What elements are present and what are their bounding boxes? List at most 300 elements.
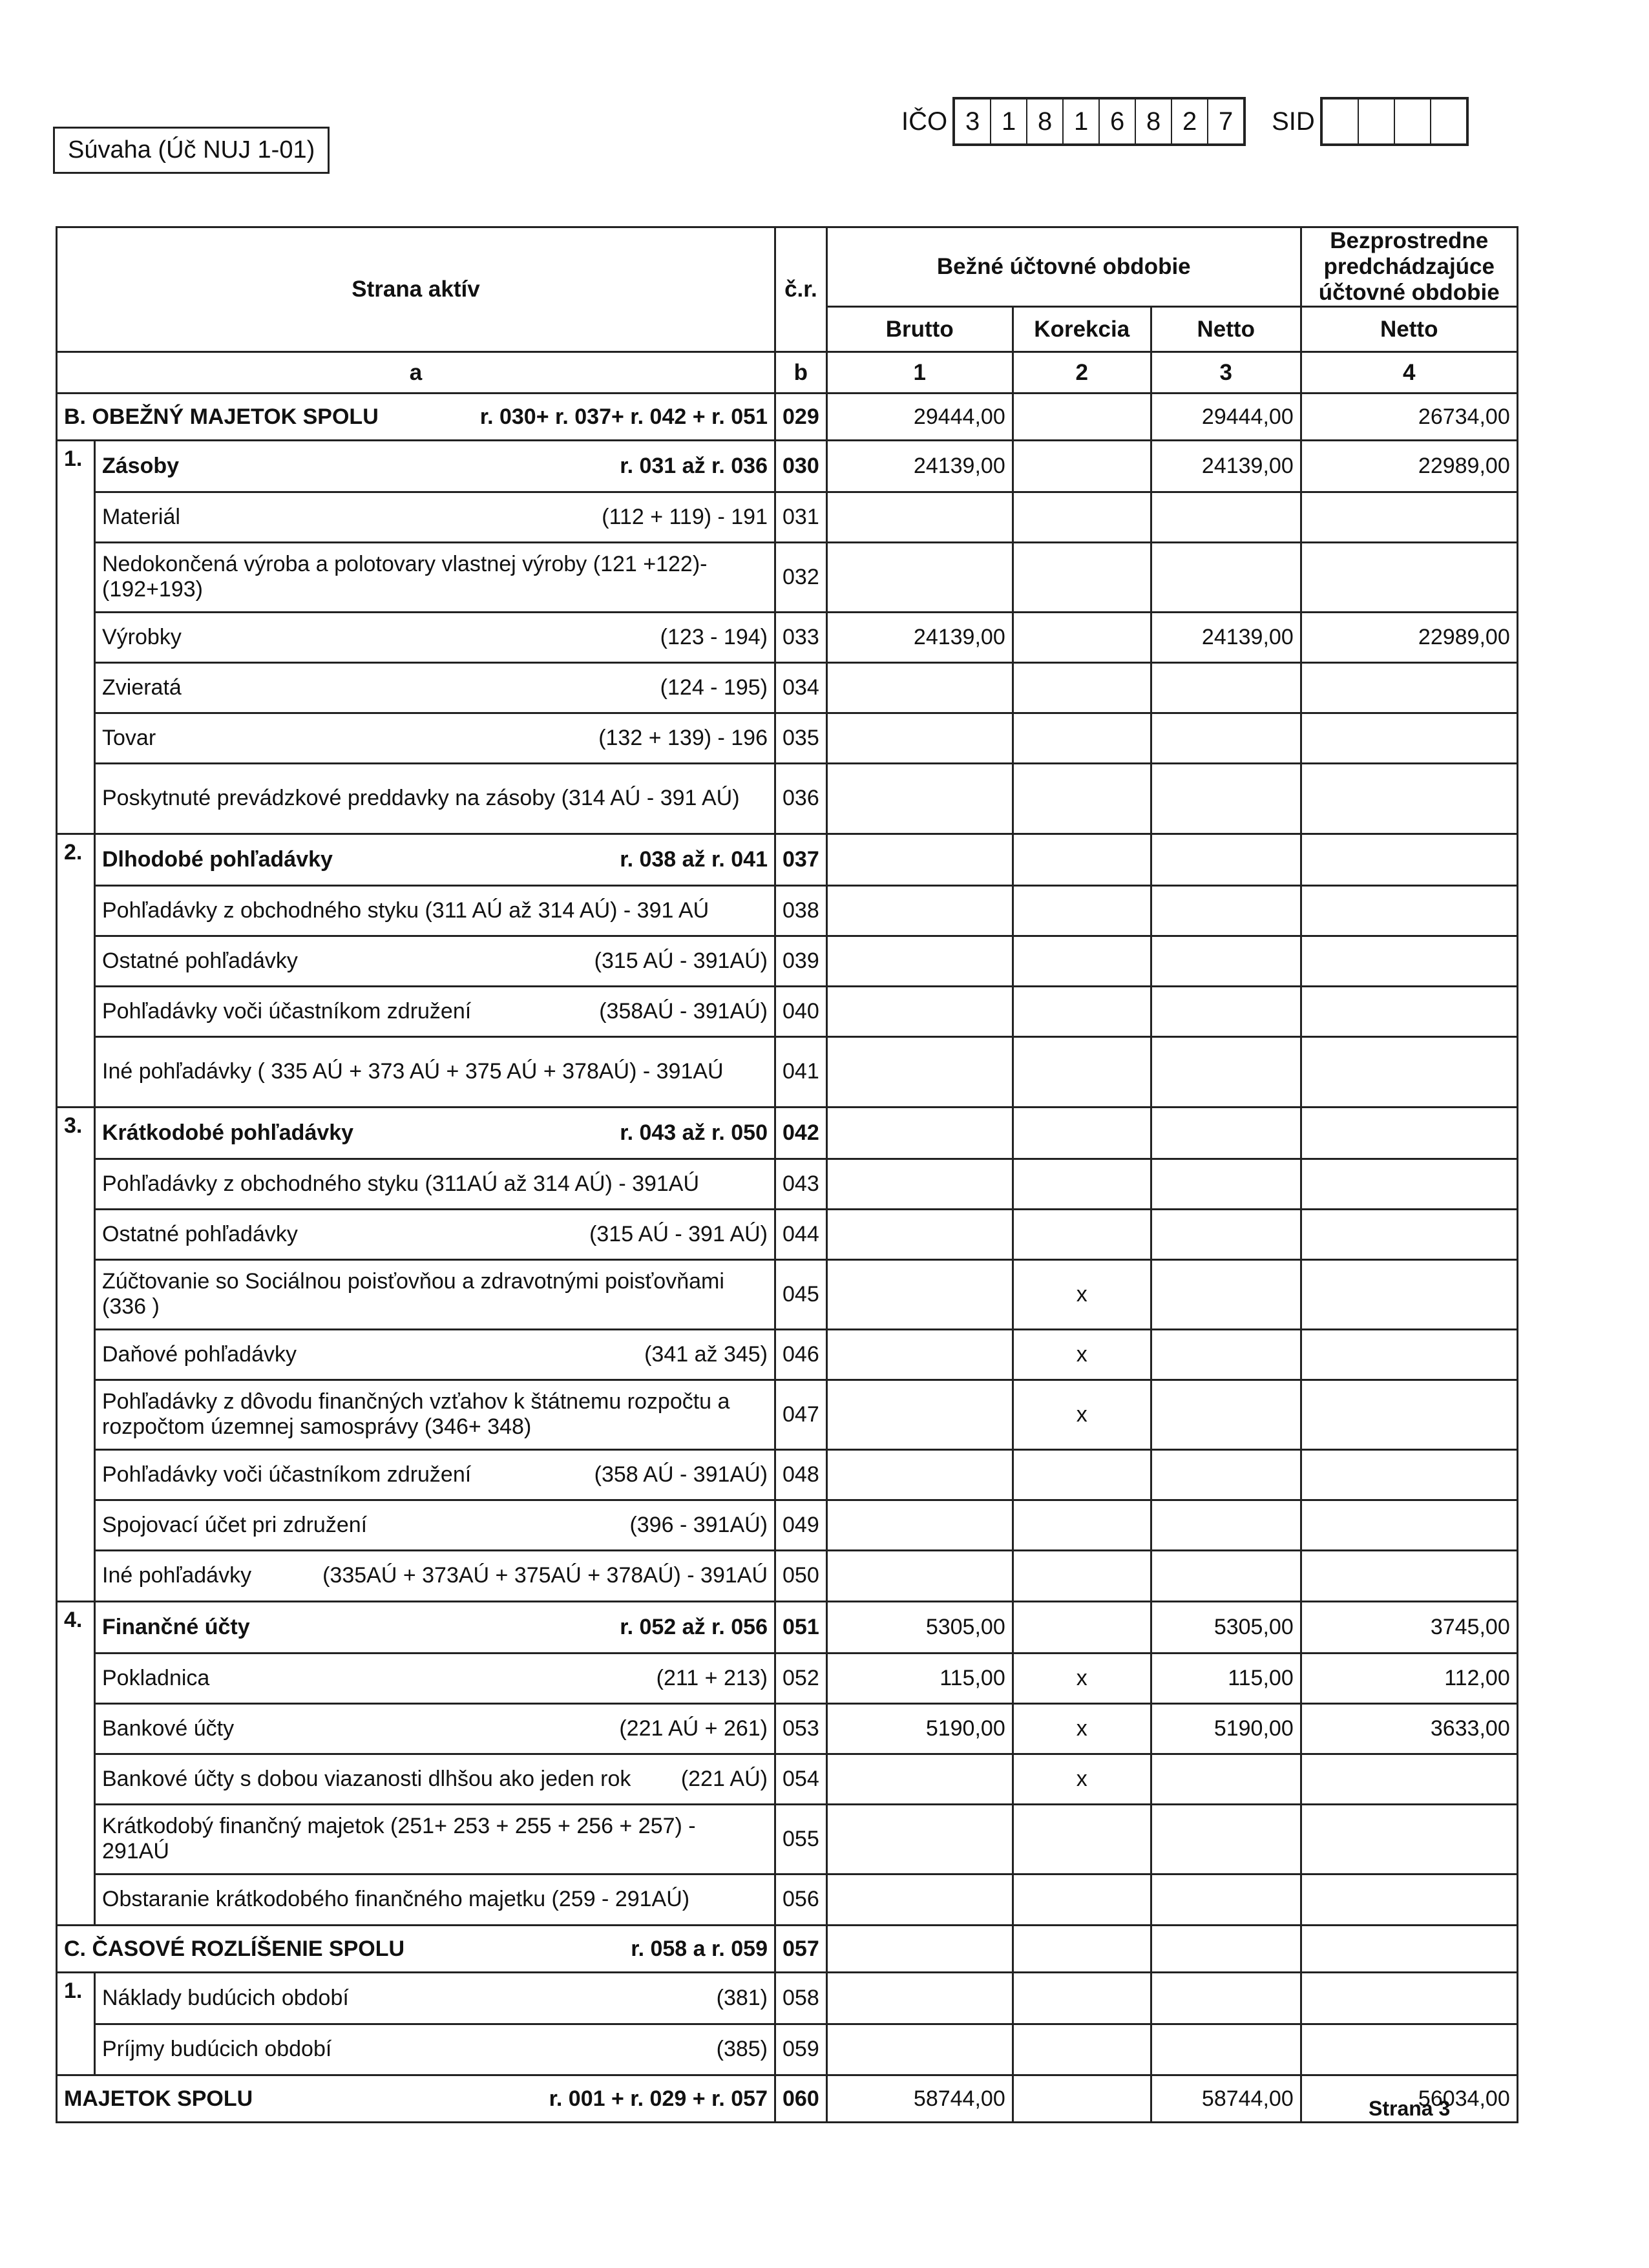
row-name: Ostatné pohľadávky <box>102 1221 298 1246</box>
col-2: 2 <box>1013 352 1151 394</box>
netto-value <box>1151 763 1301 834</box>
netto-prev-value <box>1301 1500 1517 1550</box>
table-row <box>57 1926 1518 1973</box>
netto-prev-value <box>1301 2024 1517 2075</box>
row-number: 044 <box>775 1209 827 1259</box>
row-name: Príjmy budúcich období <box>102 2037 332 2062</box>
row-name: Krátkodobé pohľadávky <box>102 1120 354 1145</box>
row-label-content <box>102 1171 768 1197</box>
korekcia-value: x <box>1013 1380 1151 1449</box>
korekcia-value <box>1013 394 1151 441</box>
korekcia-value <box>1013 1874 1151 1926</box>
row-formula: (132 + 139) - 196 <box>598 725 768 750</box>
table-row <box>57 394 1518 441</box>
netto-value: 24139,00 <box>1151 612 1301 662</box>
korekcia-value <box>1013 441 1151 492</box>
netto-value <box>1151 492 1301 542</box>
row-label-content <box>102 1666 768 1691</box>
netto-value <box>1151 1926 1301 1973</box>
brutto-value <box>826 834 1013 886</box>
netto-prev-value <box>1301 1329 1517 1380</box>
korekcia-value <box>1013 612 1151 662</box>
row-section-number: 4. <box>57 1602 95 1654</box>
row-section-number <box>57 1329 95 1380</box>
ico-digit: 2 <box>1171 100 1207 143</box>
row-label-content <box>102 847 768 872</box>
row-label <box>95 763 775 834</box>
row-label <box>95 1036 775 1108</box>
row-formula: (112 + 119) - 191 <box>602 504 768 529</box>
row-name: Náklady budúcich období <box>102 1985 349 2010</box>
netto-value <box>1151 1550 1301 1602</box>
table-row <box>57 936 1518 986</box>
sid-digit <box>1358 100 1394 143</box>
row-name: Zásoby <box>102 453 180 478</box>
table-row <box>57 1550 1518 1602</box>
row-label <box>95 1108 775 1159</box>
table-row <box>57 713 1518 763</box>
row-label-content <box>102 1269 768 1319</box>
korekcia-value <box>1013 1550 1151 1602</box>
row-formula: (315 AÚ - 391AÚ) <box>594 948 768 973</box>
korekcia-value: x <box>1013 1703 1151 1754</box>
netto-prev-value <box>1301 986 1517 1036</box>
row-label <box>95 1500 775 1550</box>
netto-value <box>1151 1108 1301 1159</box>
table-row <box>57 2024 1518 2075</box>
korekcia-value <box>1013 1209 1151 1259</box>
row-section-number <box>57 1804 95 1874</box>
row-label <box>95 1159 775 1209</box>
table-row <box>57 1036 1518 1108</box>
table-row <box>57 763 1518 834</box>
row-formula: (124 - 195) <box>660 675 768 700</box>
row-label <box>95 885 775 936</box>
row-label-content <box>102 1986 768 2011</box>
korekcia-value <box>1013 1926 1151 1973</box>
table-row <box>57 1329 1518 1380</box>
row-label-content <box>102 1615 768 1640</box>
row-label-content <box>102 505 768 530</box>
korekcia-value <box>1013 936 1151 986</box>
row-number: 054 <box>775 1754 827 1804</box>
row-number: 032 <box>775 542 827 612</box>
row-number: 055 <box>775 1804 827 1874</box>
netto-prev-value: 3633,00 <box>1301 1703 1517 1754</box>
brutto-value: 5190,00 <box>826 1703 1013 1754</box>
row-section-number <box>57 1703 95 1754</box>
row-formula: (381) <box>716 1985 768 2010</box>
row-section-number <box>57 1754 95 1804</box>
header-korekcia: Korekcia <box>1013 307 1151 352</box>
header-predchadzajuce-obdobie: Bezprostredne predchádzajúce účtovné obdobie <box>1301 227 1517 307</box>
row-section-number <box>57 612 95 662</box>
row-label <box>95 1209 775 1259</box>
row-formula: (221 AÚ) <box>680 1766 768 1791</box>
netto-value <box>1151 2024 1301 2075</box>
row-label <box>95 542 775 612</box>
header-netto-prev: Netto <box>1301 307 1517 352</box>
row-number: 046 <box>775 1329 827 1380</box>
ico-digit: 1 <box>1062 100 1098 143</box>
row-formula: (315 AÚ - 391 AÚ) <box>589 1221 768 1246</box>
netto-prev-value: 22989,00 <box>1301 441 1517 492</box>
row-label <box>95 1874 775 1926</box>
korekcia-value <box>1013 986 1151 1036</box>
row-label <box>95 492 775 542</box>
netto-prev-value <box>1301 1804 1517 1874</box>
row-label-content <box>102 1814 768 1864</box>
brutto-value <box>826 1108 1013 1159</box>
row-number: 047 <box>775 1380 827 1449</box>
brutto-value <box>826 492 1013 542</box>
netto-value <box>1151 1874 1301 1926</box>
header-netto: Netto <box>1151 307 1301 352</box>
row-name: Nedokončená výroba a polotovary vlastnej výroby (121 +122)-(192+193) <box>102 552 708 602</box>
row-formula: (211 + 213) <box>656 1665 768 1690</box>
netto-value: 115,00 <box>1151 1653 1301 1703</box>
row-number: 058 <box>775 1973 827 2024</box>
korekcia-value: x <box>1013 1653 1151 1703</box>
row-section-number <box>57 1449 95 1500</box>
table-row <box>57 1874 1518 1926</box>
row-label <box>95 1973 775 2024</box>
korekcia-value: x <box>1013 1754 1151 1804</box>
table-row <box>57 441 1518 492</box>
row-section-number <box>57 492 95 542</box>
row-number: 036 <box>775 763 827 834</box>
row-label-content <box>102 898 768 923</box>
row-number: 039 <box>775 936 827 986</box>
brutto-value <box>826 542 1013 612</box>
row-label <box>95 2024 775 2075</box>
row-name: C. ČASOVÉ ROZLÍŠENIE SPOLU <box>64 1936 405 1961</box>
row-formula: (385) <box>716 2037 768 2062</box>
row-label-content <box>102 1120 768 1146</box>
row-number: 038 <box>775 885 827 936</box>
netto-prev-value <box>1301 1926 1517 1973</box>
row-section-number <box>57 763 95 834</box>
table-row <box>57 986 1518 1036</box>
ico-digit: 8 <box>1135 100 1171 143</box>
row-number: 045 <box>775 1259 827 1329</box>
row-name: Iné pohľadávky ( 335 AÚ + 373 AÚ + 375 AÚ + 378AÚ) - 391AÚ <box>102 1059 724 1084</box>
netto-prev-value <box>1301 713 1517 763</box>
row-section-number <box>57 1259 95 1329</box>
row-label-content <box>64 404 768 430</box>
table-row <box>57 1159 1518 1209</box>
brutto-value: 29444,00 <box>826 394 1013 441</box>
ico-digit: 6 <box>1098 100 1135 143</box>
row-name: Pohľadávky z obchodného styku (311AÚ až 314 AÚ) - 391AÚ <box>102 1171 700 1196</box>
netto-value <box>1151 1500 1301 1550</box>
row-name: Pohľadávky z obchodného styku (311 AÚ až 314 AÚ) - 391 AÚ <box>102 898 709 923</box>
row-formula: (221 AÚ + 261) <box>619 1716 768 1741</box>
sid-digit <box>1430 100 1466 143</box>
row-label <box>57 394 775 441</box>
row-section-number <box>57 1874 95 1926</box>
row-name: Obstaranie krátkodobého finančného majetku (259 - 291AÚ) <box>102 1887 690 1912</box>
row-number: 056 <box>775 1874 827 1926</box>
netto-prev-value <box>1301 542 1517 612</box>
brutto-value <box>826 1874 1013 1926</box>
header-bezne-obdobie: Bežné účtovné obdobie <box>826 227 1301 307</box>
netto-prev-value <box>1301 1754 1517 1804</box>
row-number: 048 <box>775 1449 827 1500</box>
row-name: Krátkodobý finančný majetok (251+ 253 + 255 + 256 + 257) - 291AÚ <box>102 1814 696 1864</box>
row-section-number <box>57 1036 95 1108</box>
korekcia-value <box>1013 2075 1151 2123</box>
row-label <box>57 1926 775 1973</box>
netto-prev-value <box>1301 834 1517 886</box>
row-section-number <box>57 713 95 763</box>
korekcia-value <box>1013 885 1151 936</box>
row-number: 041 <box>775 1036 827 1108</box>
row-number: 040 <box>775 986 827 1036</box>
table-row <box>57 834 1518 886</box>
row-label-content <box>102 675 768 700</box>
netto-prev-value: 3745,00 <box>1301 1602 1517 1654</box>
row-section-number: 2. <box>57 834 95 886</box>
sid-digit <box>1323 100 1358 143</box>
row-number: 030 <box>775 441 827 492</box>
table-row <box>57 662 1518 713</box>
korekcia-value <box>1013 492 1151 542</box>
row-label-content <box>102 1389 768 1440</box>
netto-value: 29444,00 <box>1151 394 1301 441</box>
row-name: Bankové účty s dobou viazanosti dlhšou ako jeden rok <box>102 1766 631 1791</box>
netto-prev-value <box>1301 1380 1517 1449</box>
table-row <box>57 1653 1518 1703</box>
netto-value <box>1151 1973 1301 2024</box>
brutto-value: 5305,00 <box>826 1602 1013 1654</box>
netto-prev-value <box>1301 1209 1517 1259</box>
row-section-number <box>57 2024 95 2075</box>
netto-value: 5190,00 <box>1151 1703 1301 1754</box>
row-label-content <box>102 625 768 650</box>
row-name: Spojovací účet pri združení <box>102 1512 368 1537</box>
table-row <box>57 1380 1518 1449</box>
row-name: Materiál <box>102 504 180 529</box>
row-number: 052 <box>775 1653 827 1703</box>
table-row <box>57 1259 1518 1329</box>
korekcia-value <box>1013 713 1151 763</box>
row-number: 029 <box>775 394 827 441</box>
row-number: 050 <box>775 1550 827 1602</box>
row-formula: r. 043 až r. 050 <box>620 1120 768 1145</box>
row-formula: (358AÚ - 391AÚ) <box>599 998 768 1024</box>
sid-digit-boxes <box>1320 97 1469 146</box>
col-1: 1 <box>826 352 1013 394</box>
brutto-value <box>826 2024 1013 2075</box>
ico-digit-boxes <box>952 97 1246 146</box>
col-4: 4 <box>1301 352 1517 394</box>
ico-digit: 3 <box>965 107 980 136</box>
brutto-value <box>826 885 1013 936</box>
netto-prev-value <box>1301 1036 1517 1108</box>
brutto-value <box>826 936 1013 986</box>
netto-value: 58744,00 <box>1151 2075 1301 2123</box>
table-row <box>57 492 1518 542</box>
row-name: Pohľadávky voči účastníkom združení <box>102 1462 472 1487</box>
row-label <box>95 936 775 986</box>
ico-digit: 7 <box>1207 100 1243 143</box>
row-label-content <box>64 2086 768 2112</box>
netto-value <box>1151 885 1301 936</box>
row-label-content <box>102 454 768 479</box>
header-brutto: Brutto <box>826 307 1013 352</box>
row-label-content <box>102 1222 768 1247</box>
korekcia-value <box>1013 662 1151 713</box>
brutto-value <box>826 763 1013 834</box>
netto-prev-value: 112,00 <box>1301 1653 1517 1703</box>
ico-field <box>901 97 1469 146</box>
netto-value <box>1151 1159 1301 1209</box>
row-formula: (358 AÚ - 391AÚ) <box>594 1462 768 1487</box>
korekcia-value <box>1013 1449 1151 1500</box>
row-formula: r. 052 až r. 056 <box>620 1614 768 1639</box>
korekcia-value <box>1013 2024 1151 2075</box>
row-label-content <box>102 726 768 751</box>
row-name: B. OBEŽNÝ MAJETOK SPOLU <box>64 404 379 429</box>
row-section-number: 1. <box>57 1973 95 2024</box>
row-name: Finančné účty <box>102 1614 250 1639</box>
row-name: MAJETOK SPOLU <box>64 2086 253 2111</box>
netto-value <box>1151 1036 1301 1108</box>
row-formula: r. 031 až r. 036 <box>620 453 768 478</box>
row-name: Zvieratá <box>102 675 182 700</box>
row-name: Poskytnuté prevádzkové preddavky na zásoby (314 AÚ - 391 AÚ) <box>102 786 740 811</box>
row-formula: r. 001 + r. 029 + r. 057 <box>549 2086 768 2111</box>
row-name: Pohľadávky z dôvodu finančných vzťahov k štátnemu rozpočtu a rozpočtom územnej samosprávy (346+ 348) <box>102 1389 730 1439</box>
row-label <box>95 1804 775 1874</box>
brutto-value <box>826 1449 1013 1500</box>
row-number: 034 <box>775 662 827 713</box>
netto-value <box>1151 1380 1301 1449</box>
brutto-value <box>826 1380 1013 1449</box>
row-formula: (341 až 345) <box>644 1341 768 1367</box>
row-section-number <box>57 885 95 936</box>
row-section-number <box>57 1550 95 1602</box>
row-label-content <box>102 999 768 1024</box>
korekcia-value <box>1013 1973 1151 2024</box>
row-formula: r. 058 a r. 059 <box>631 1936 768 1961</box>
row-formula: (123 - 194) <box>660 624 768 649</box>
row-formula: (396 - 391AÚ) <box>629 1512 768 1537</box>
korekcia-value <box>1013 1804 1151 1874</box>
row-section-number: 3. <box>57 1108 95 1159</box>
netto-prev-value <box>1301 885 1517 936</box>
row-label <box>95 1329 775 1380</box>
row-label-content <box>102 552 768 602</box>
netto-value <box>1151 662 1301 713</box>
sid-digit <box>1394 100 1430 143</box>
row-name: Zúčtovanie so Sociálnou poisťovňou a zdravotnými poisťovňami (336 ) <box>102 1269 724 1319</box>
netto-prev-value <box>1301 936 1517 986</box>
brutto-value <box>826 1926 1013 1973</box>
row-label-content <box>64 1937 768 1962</box>
korekcia-value <box>1013 834 1151 886</box>
row-label-content <box>102 786 768 811</box>
brutto-value <box>826 662 1013 713</box>
row-label <box>95 1550 775 1602</box>
row-number: 049 <box>775 1500 827 1550</box>
netto-value <box>1151 986 1301 1036</box>
table-row <box>57 885 1518 936</box>
row-label-content <box>102 1563 768 1588</box>
brutto-value <box>826 1209 1013 1259</box>
row-label <box>95 1259 775 1329</box>
netto-prev-value <box>1301 492 1517 542</box>
netto-value <box>1151 713 1301 763</box>
row-number: 053 <box>775 1703 827 1754</box>
netto-value <box>1151 1804 1301 1874</box>
korekcia-value <box>1013 763 1151 834</box>
table-row <box>57 1449 1518 1500</box>
netto-value <box>1151 542 1301 612</box>
row-label-content <box>102 1767 768 1792</box>
korekcia-value <box>1013 1500 1151 1550</box>
ico-label: IČO <box>901 107 948 136</box>
row-name: Iné pohľadávky <box>102 1563 252 1588</box>
netto-prev-value <box>1301 1550 1517 1602</box>
netto-value <box>1151 1209 1301 1259</box>
row-label <box>95 1602 775 1654</box>
row-number: 060 <box>775 2075 827 2123</box>
row-number: 033 <box>775 612 827 662</box>
brutto-value <box>826 1500 1013 1550</box>
brutto-value <box>826 986 1013 1036</box>
row-section-number <box>57 1159 95 1209</box>
row-label <box>95 1449 775 1500</box>
row-label <box>57 2075 775 2123</box>
netto-prev-value <box>1301 1108 1517 1159</box>
ico-digit: 8 <box>1026 100 1062 143</box>
row-section-number <box>57 542 95 612</box>
table-row <box>57 542 1518 612</box>
netto-value <box>1151 1754 1301 1804</box>
balance-sheet-table <box>56 226 1518 2123</box>
row-label-content <box>102 1513 768 1538</box>
korekcia-value <box>1013 542 1151 612</box>
row-label <box>95 1653 775 1703</box>
row-section-number <box>57 662 95 713</box>
col-b: b <box>775 352 827 394</box>
brutto-value <box>826 1259 1013 1329</box>
header-cr: č.r. <box>775 227 827 352</box>
brutto-value: 24139,00 <box>826 441 1013 492</box>
brutto-value <box>826 1329 1013 1380</box>
brutto-value <box>826 1804 1013 1874</box>
row-label <box>95 1703 775 1754</box>
table-row <box>57 1209 1518 1259</box>
sid-label: SID <box>1272 107 1315 136</box>
row-section-number <box>57 1500 95 1550</box>
row-label <box>95 986 775 1036</box>
korekcia-value <box>1013 1159 1151 1209</box>
netto-prev-value <box>1301 1259 1517 1329</box>
row-label <box>95 834 775 886</box>
row-label <box>95 1754 775 1804</box>
row-label <box>95 441 775 492</box>
netto-value <box>1151 936 1301 986</box>
row-label-content <box>102 949 768 974</box>
korekcia-value <box>1013 1602 1151 1654</box>
korekcia-value <box>1013 1036 1151 1108</box>
netto-value <box>1151 1329 1301 1380</box>
row-number: 043 <box>775 1159 827 1209</box>
table-row <box>57 1500 1518 1550</box>
